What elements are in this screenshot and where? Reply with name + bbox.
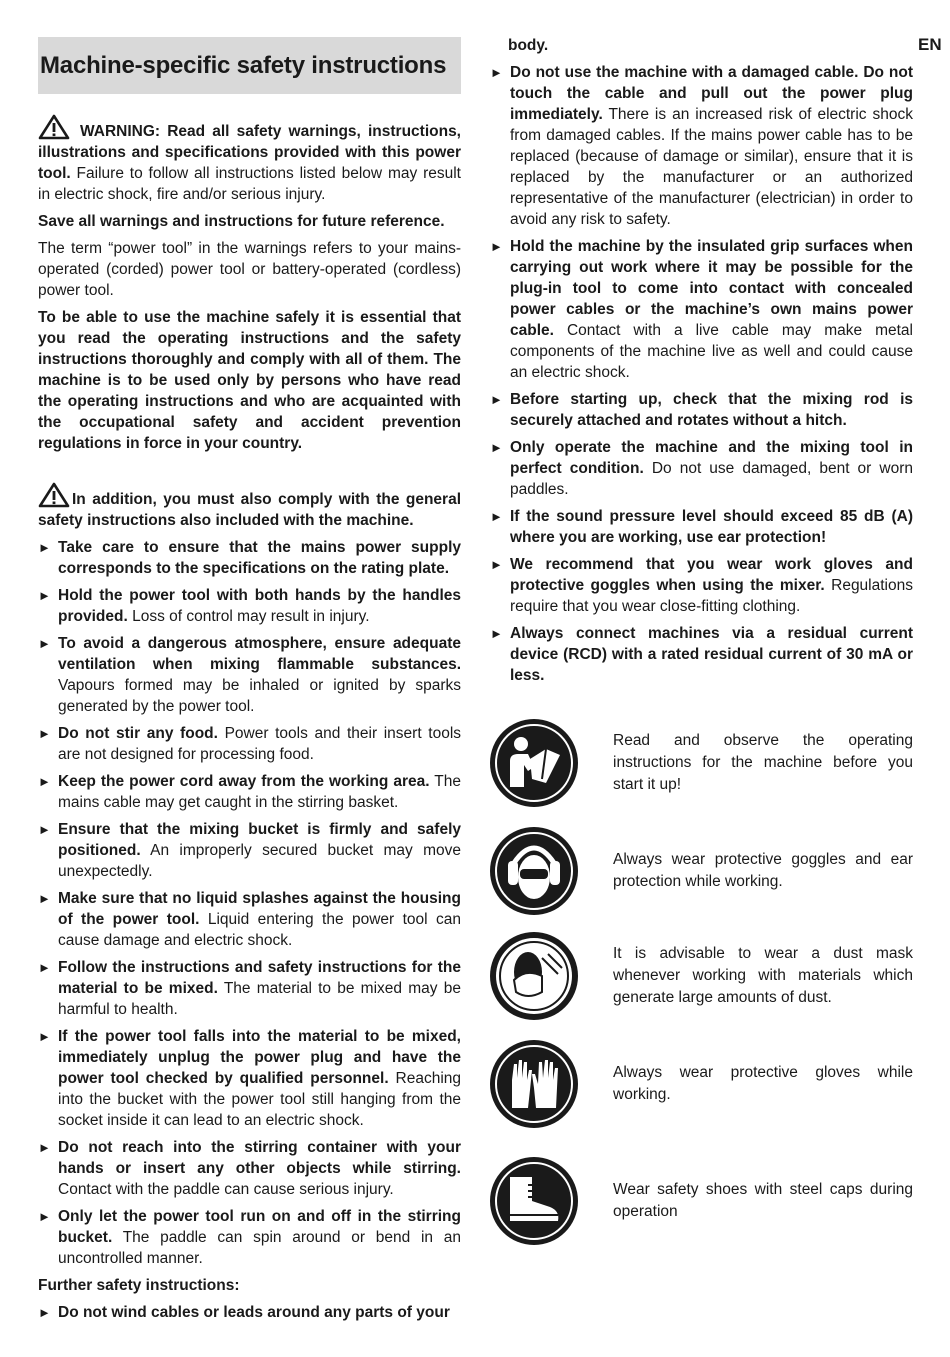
warning-paragraph <box>38 114 461 205</box>
bullet-bold: Keep the power cord away from the working area. <box>58 773 430 790</box>
addition-note: In addition, you must also comply with the general safety instructions also included with the machine. <box>38 491 461 529</box>
bullet-arrow-icon: ► <box>38 1209 51 1224</box>
bullet-arrow-icon: ► <box>38 726 51 741</box>
left-column <box>38 37 461 1329</box>
list-item <box>490 506 913 548</box>
language-badge: EN <box>918 35 942 54</box>
bullet-bold: If the power tool falls into the material to be mixed, immediately unplug the power plug and have the power tool checked by qualified personnel. <box>58 1028 461 1087</box>
warning-normal: Failure to follow all instructions listed below may result in electric shock, fire and/or serious injury. <box>38 165 461 203</box>
bullet-bold: Make sure that no liquid splashes against the housing of the power tool. <box>58 890 461 928</box>
addition-note-paragraph <box>38 482 461 531</box>
continuation-text: body. <box>508 37 549 54</box>
bullet-bold: Do not reach into the stirring container with your hands or insert any other objects while stirring. <box>58 1139 461 1177</box>
bullet-arrow-icon: ► <box>490 626 503 641</box>
list-item <box>490 62 913 230</box>
list-item <box>38 537 461 579</box>
bullet-arrow-icon: ► <box>38 540 51 555</box>
bullet-text: Contact with a live cable may make metal components of the machine live as well and could cause an electric shock. <box>510 322 913 381</box>
bullet-text: Power tools and their insert tools are not designed for processing food. <box>58 725 462 763</box>
bullet-arrow-icon: ► <box>490 440 503 455</box>
bullet-arrow-icon: ► <box>38 588 51 603</box>
save-note: Save all warnings and instructions for future reference. <box>38 213 445 230</box>
bullet-text: Loss of control may result in injury. <box>127 608 370 625</box>
list-item <box>38 1137 461 1200</box>
safety-shoes-icon <box>488 1155 580 1247</box>
bullet-arrow-icon: ► <box>490 239 503 254</box>
bullet-arrow-icon: ► <box>38 1140 51 1155</box>
list-item <box>490 623 913 686</box>
list-item <box>38 1026 461 1131</box>
bullet-bold: We recommend that you wear work gloves and protective goggles when using the mixer. <box>510 556 913 594</box>
bullet-text: Liquid entering the power tool can cause damage and electric shock. <box>58 911 462 949</box>
bullet-bold: Do not use the machine with a damaged cable. Do not touch the cable and pull out the power plug immediately. <box>510 64 913 123</box>
list-item <box>38 888 461 951</box>
symbol-row-goggles-ear <box>488 825 913 917</box>
list-item <box>38 957 461 1020</box>
warning-triangle-icon <box>38 482 70 508</box>
bullet-arrow-icon: ► <box>38 636 51 651</box>
right-column <box>490 35 913 692</box>
symbol-caption: Always wear protective goggles and ear protection while working. <box>613 851 913 890</box>
warning-triangle-icon <box>38 114 70 140</box>
bullet-arrow-icon: ► <box>38 891 51 906</box>
warning-bold: WARNING: Read all safety warnings, instructions, illustrations and specifications provided with this power tool. <box>38 123 461 182</box>
bullet-arrow-icon: ► <box>38 774 51 789</box>
read-manual-icon <box>488 717 580 809</box>
bullet-arrow-icon: ► <box>490 392 503 407</box>
symbol-row-dust-mask <box>488 930 913 1022</box>
list-item <box>38 1302 461 1323</box>
bullet-arrow-icon: ► <box>38 960 51 975</box>
symbol-caption: Wear safety shoes with steel caps during operation <box>613 1181 913 1220</box>
list-item <box>490 437 913 500</box>
bullet-bold: Hold the machine by the insulated grip surfaces when carrying out work where it may be possible for the plug-in tool to come into contact with concealed power cables or the machine’s own mains power cable. <box>510 238 913 339</box>
symbol-row-gloves <box>488 1038 913 1130</box>
gloves-icon <box>488 1038 580 1130</box>
term-note: The term “power tool” in the warnings refers to your mains-operated (corded) power tool or battery-operated (cordless) power tool. <box>38 240 461 299</box>
list-item <box>38 1206 461 1269</box>
list-item <box>38 633 461 717</box>
bullet-text: An improperly secured bucket may move unexpectedly. <box>58 842 461 880</box>
bullet-bold: To avoid a dangerous atmosphere, ensure adequate ventilation when mixing flammable substances. <box>58 635 461 673</box>
bullet-arrow-icon: ► <box>38 1029 51 1044</box>
bullet-bold: Before starting up, check that the mixing rod is securely attached and rotates without a hitch. <box>510 391 913 429</box>
bullet-text: Regulations require that you wear close-fitting clothing. <box>510 577 913 615</box>
bullet-bold: Take care to ensure that the mains power supply corresponds to the specifications on the rating plate. <box>58 539 461 577</box>
bullet-bold: Ensure that the mixing bucket is firmly and safely positioned. <box>58 821 461 859</box>
bullet-text: The material to be mixed may be harmful to health. <box>58 980 461 1018</box>
list-item <box>490 236 913 383</box>
dust-mask-icon <box>488 930 580 1022</box>
list-item <box>38 585 461 627</box>
symbol-caption: Read and observe the operating instructions for the machine before you start it up! <box>613 732 913 793</box>
bullet-bold: Do not wind cables or leads around any parts of your <box>58 1304 450 1321</box>
bullet-text: There is an increased risk of electric shock from damaged cables. If the mains power cable has to be replaced (because of damage or similar), ensure that it is replaced by the manufacturer or an authorized representative of the manufacturer (electrician) in order to avoid any risk to safety. <box>510 106 913 228</box>
bullet-arrow-icon: ► <box>490 65 503 80</box>
bullet-bold: Do not stir any food. <box>58 725 218 742</box>
symbol-caption: Always wear protective gloves while working. <box>613 1064 913 1103</box>
bullet-bold: Only let the power tool run on and off in the stirring bucket. <box>58 1208 461 1246</box>
bullet-bold: Hold the power tool with both hands by the handles provided. <box>58 587 461 625</box>
bullet-text: The mains cable may get caught in the stirring basket. <box>58 773 461 811</box>
bullet-text: The paddle can spin around or bend in an uncontrolled manner. <box>58 1229 461 1267</box>
bullet-arrow-icon: ► <box>38 1305 51 1320</box>
symbol-row-safety-shoes <box>488 1155 913 1247</box>
bullet-arrow-icon: ► <box>38 822 51 837</box>
title-box <box>38 37 461 94</box>
bullet-bold: Follow the instructions and safety instructions for the material to be mixed. <box>58 959 461 997</box>
symbol-caption: It is advisable to wear a dust mask whenever working with materials which generate large amounts of dust. <box>613 945 913 1006</box>
list-item <box>38 723 461 765</box>
list-item <box>490 389 913 431</box>
list-item <box>490 554 913 617</box>
page-title: Machine-specific safety instructions <box>40 52 447 79</box>
bullet-bold: Always connect machines via a residual current device (RCD) with a rated residual current of 30 mA or less. <box>510 625 913 684</box>
bullet-bold: If the sound pressure level should exceed 85 dB (A) where you are working, use ear protection! <box>510 508 913 546</box>
bullet-arrow-icon: ► <box>490 557 503 572</box>
further-heading: Further safety instructions: <box>38 1277 240 1294</box>
bullet-text: Reaching into the bucket with the power tool still hanging from the socket inside it can lead to an electric shock. <box>58 1070 462 1129</box>
bullet-bold: Only operate the machine and the mixing tool in perfect condition. <box>510 439 913 477</box>
bullet-text: Contact with the paddle can cause serious injury. <box>58 1181 394 1198</box>
bullet-arrow-icon: ► <box>490 509 503 524</box>
bullet-text: Vapours formed may be inhaled or ignited by sparks generated by the power tool. <box>58 677 461 715</box>
safe-use-note: To be able to use the machine safely it is essential that you read the operating instructions and the safety instructions thoroughly and comply with all of them. The machine is to be used only by persons who have read the operating instructions and who are acquainted with the occupational safety and accident prevention regulations in force in your country. <box>38 309 461 452</box>
list-item <box>38 819 461 882</box>
symbol-row-read-manual <box>488 717 913 809</box>
list-item <box>38 771 461 813</box>
bullet-text: Do not use damaged, bent or worn paddles. <box>510 460 913 498</box>
goggles-ear-protection-icon <box>488 825 580 917</box>
